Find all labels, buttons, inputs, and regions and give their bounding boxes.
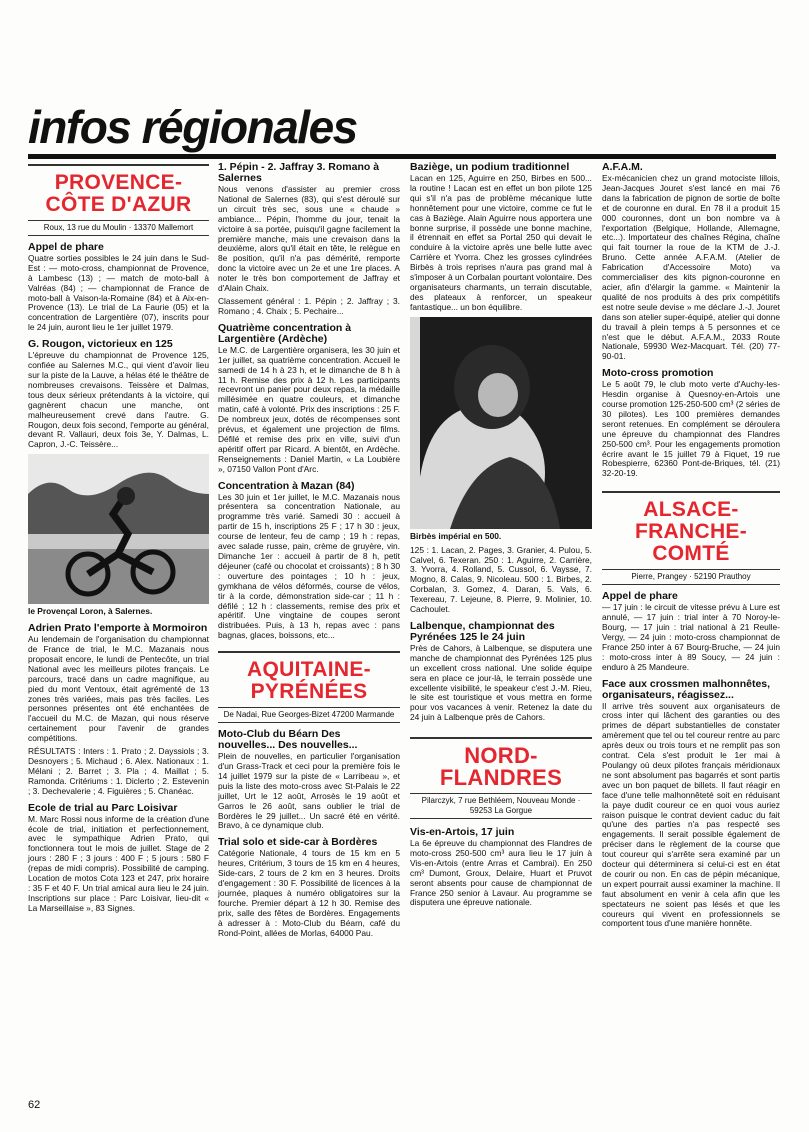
article-heading: Ecole de trial au Parc Loisivar <box>28 801 178 814</box>
article-body: Quatre sorties possibles le 24 juin dans le Sud-Est : — moto-cross, championnat de Provence, à Lambesc (13) ; — match de moto-ball à Valréas (84) ; — championnat de France de moto-ball à Vaison-la-Romaine (84) et à Aix-en-Provence (13). Le trial de La Faurie (05) et la concentration de Largentière (07), inscrits pour le 24 juin, auront lieu le 1er juillet 1979. <box>28 252 209 333</box>
article-heading: Baziège, un podium traditionnel <box>410 161 570 173</box>
article-body: — 17 juin : le circuit de vitesse prévu à Lure est annulé, — 17 juin : trial inter à 70 Noroy-le-Bourg, — 17 juin : trial national à 21 Reulle-Vergy, — 24 juin : moto-cross championnat de France 250 inter à 67 Bourg-Bruche, — 24 juin : moto-cross inter à 89 Soucy, — 24 juin : enduro à 25 Mandeure. <box>602 602 780 672</box>
article-body: Le M.C. de Largentière organisera, les 30 juin et 1er juillet, sa quatrième concentration. Accueil le samedi de 14 h à 23 h, et le dimanche de 8 h à 11 h. Remise des prix à 12 h. Les participants recevront un panier pour deux repas, la médaille millésimée en quatre couleurs, et dimanche matin, café à volonté. Prix des inscriptions : 25 F. De nombreux jeux, dotés de récompenses sont prévus, et également une projection de films. Défilé et remise des prix en ville, suivi d'un apéritif offert par Ricard. A bientôt, en Ardèche. Renseignements : Daniel Martin, « La Loubière », 07150 Vallon Pont d'Arc. <box>218 344 400 474</box>
article-body: Lacan en 125, Aguirre en 250, Birbes en 500... la routine ! Lacan est en effet un bon pilote 125 qui s'il n'a pas de problème mécanique lutte honnêtement pour une victoire, comme ce fut le cas à Baziège. Alain Aguirre nous apportera une bonne surprise, il possède une bonne machine, il étrennait en effet sa Portal 250 qui devait le conduire à la victoire après une belle lutte avec Carrière et Yvorra. Chez les grosses cylindrées Birbès à trois reprises n'aura pas grand mal à s'imposer à un Corbalan pourtant volontaire. Des organisateurs charmants, un terrain discutable, des plateaux à renforcer, un speakeur fantastique... un bon équilibre. <box>410 173 592 312</box>
region-name: NORD-FLANDRES <box>439 743 563 791</box>
region-address: Pilarczyk, 7 rue Bethléem, Nouveau Monde · 59253 La Gorgue <box>410 793 592 818</box>
article-heading: Vis-en-Artois, 17 juin <box>410 826 515 838</box>
article-body: Le 5 août 79, le club moto verte d'Auchy-les-Hesdin organise à Quesnoy-en-Artois une course promotion 125-250-500 cm³ (2 séries de 30 pilotes). Les 100 premières demandes seront retenues. En complément se déroulera une épreuve du championnat des Flandres 250-500 cm³. Pour les engagements promotion écrire avant le 15 juillet 79 à Fiquet, 19 rue Robespierre, 62360 Pont-de-Briques, tél. (21) 32-20-19. <box>602 379 780 479</box>
article-heading: 1. Pépin - 2. Jaffray 3. Romano à Salernes <box>218 161 380 184</box>
photo-caption: le Provençal Loron, à Salernes. <box>28 606 153 617</box>
page-title: infos régionales <box>28 101 357 153</box>
article-body: Ex-mécanicien chez un grand motociste lillois, Jean-Jacques Jouret s'est lancé en mai 76 dans la fabrication de pignon de sortie de boîte et de couronne en dural. En 78 il a produit 15 000 couronnes, dont un bon nombre va à l'exportation (Belgique, Hollande, Allemagne, etc...). Importateur des chaînes Régina, chaîne qui fait tourner la roue de la KTM de J.-J. Bruno. Cette année A.F.A.M. (Atelier de Fabrication d'Accessoire Moto) va commercialiser des kits pignon-couronne en acier, afin d'élargir la gamme. « Maintenir la qualité de nos produits à des prix compétitifs est notre seule devise » me déclare J.-J. Jouret dans son atelier super-équipé, atelier qui donne du travail à plein temps à 5 personnes et ce n'est que le début. A.F.A.M., 2033 Route Nationale, 59930 Wez-Macquart. Tél. (20) 77-90-01. <box>602 173 780 362</box>
page-number: 62 <box>28 1099 41 1111</box>
results: 125 : 1. Lacan, 2. Pages, 3. Granier, 4. Pulou, 5. Calvel, 6. Texeran. 250 : 1. Aguirre, 2. Carrière, 3. Yvorra, 4. Rolland, 5. Cussol, 6. Vaysse, 7. Mogno, 8. Calas, 9. Nicoleau. 500 : 1. Birbes, 2. Corbalan, 3. Gomez, 4. Daran, 5. Vals, 6. Texereau, 7. Lejeune, 8. Pierre, 9. Molinier, 10. Cachoulet. <box>410 544 592 615</box>
region-address: Roux, 13 rue du Moulin · 13370 Mallemort <box>28 220 209 235</box>
article-body: Catégorie Nationale, 4 tours de 15 km en 5 heures, Critérium, 3 tours de 15 km en 4 heures, Side-cars, 2 tours de 2 km en 3 heures. Droits d'engagement : 30 F. Possibilité de licences à la journée, plaques à numéro obligatoires sur la fourche. Premier départ à 12 h 30. Remise des prix, salle des fêtes de Bordères. Engagements à adresser à : Moto-Club du Béarn, café du Rond-Point, allées de Morlas, 64000 Pau. <box>218 848 400 938</box>
region-box-aquitaine <box>218 651 400 723</box>
article-heading: Concentration à Mazan (84) <box>218 479 355 492</box>
motocross-photo <box>28 454 209 604</box>
results: Classement général : 1. Pépin ; 2. Jaffray ; 3. Romano ; 4. Chaix ; 5. Pechaire... <box>218 295 400 316</box>
article-body: Les 30 juin et 1er juillet, le M.C. Mazanais nous présentera sa concentration Nationale, au programme très varié. Samedi 30 : accueil à partir de 15 h, inscriptions 25 F ; 17 h 30 : jeux, course de lenteur, feu de camp ; 19 h : repas, avec salade russe, pain, crème de gruyère, vin. Dimanche 1er : accueil à partir de 8 h, petit déjeuner (café ou chocolat et croissants) ; 8 h 30 : ouverture des pointages ; 10 h : jeux, gymkhana de vélos déformés, course de vélos, tir à la corde, démonstration side-car ; 11 h : défilé ; 12 h : classements, remise des prix et apéritif. Une vingtaine de coupes seront distribuées. Puis, à 13 h, repas avec : pans bagnas, glaces, boissons, etc... <box>218 491 400 641</box>
article-heading: Moto-Club du Béarn Des nouvelles... Des nouvelles... <box>218 728 358 752</box>
region-address: De Nadai, Rue Georges-Bizet 47200 Marmande <box>218 707 400 722</box>
article-heading: Face aux crossmen malhonnêtes, organisateurs, réagissez... <box>602 677 771 701</box>
article-heading: A.F.A.M. <box>602 161 643 173</box>
article-heading: Moto-cross promotion <box>602 367 714 380</box>
title-rule <box>28 154 776 159</box>
article-body: Près de Cahors, à Lalbenque, se disputera une manche de championnat des Pyrénées 125 plus un excellent cross national. Une solide équipe sera en place ce jour-là, le terrain possède une excellente visibilité, le speakeur c'est J.-M. Rieu, le site est touristique et vous mettra en forme pour vos vacances à venir. Retenez la date du 24 juin à Lalbenque près de Cahors. <box>410 642 592 723</box>
column-3 <box>410 162 592 911</box>
region-name: AQUITAINE-PYRÉNÉES <box>247 658 371 704</box>
article-body: L'épreuve du championnat de Provence 125, confiée au Salernes M.C., qui vient d'avoir lieu sur la piste de la Lauve, a hélas été le théâtre de nombreuses crevaisons. Teissère et Dalmas, tous deux sérieux prétendants à la victoire, qui gagnèrent chacun une manche, ont malheureusement crevé dans l'autre. G. Rougon, deux fois second, l'emporte au général, devant R. Vallauri, deux fois 3e, Y. Dalmas, L. Capron, J.-C. Teissère... <box>28 350 209 450</box>
article-body: Nous venons d'assister au premier cross National de Salernes (83), qui s'est déroulé sur un circuit très sec, sous une « chaude » ambiance... Pépin, l'homme du jour, tenait la victoire à sa portée, puisqu'il gagne facilement la première manche, mais une crevaison dans la deuxième, alors qu'il était en tête, le relègue en 8e position, qu'il n'a pas démérité, remporte donc la victoire avec un 2e et une 1re places. A noter le très bon comportement de Jaffray et d'Alain Chaix. <box>218 184 400 294</box>
article-heading: Trial solo et side-car à Bordères <box>218 836 378 849</box>
article-body: M. Marc Rossi nous informe de la création d'une école de trial, initiation et perfectionnement, avec le sympathique Adrien Prato, qui fonctionnera tout le mois de juillet. Stage de 2 jours : 280 F ; 3 jours : 400 F ; 5 jours : 580 F (repas de midi compris). Possibilité de camping. Location de motos Cota 123 et 247, prix horaire : 35 F et 40 F. Un trial amical aura lieu le 24 juin. Inscriptions sur place : Parc Loisivar, lieu-dit « La Marseillaise », 83 Signes. <box>28 813 209 913</box>
rider-portrait-photo <box>410 317 592 529</box>
region-name: PROVENCE-CÔTE D'AZUR <box>45 171 192 216</box>
column-2 <box>218 162 400 941</box>
column-1 <box>28 162 209 917</box>
article-heading: G. Rougon, victorieux en 125 <box>28 338 173 351</box>
rider-photo-graphic <box>28 454 209 604</box>
column-4 <box>602 162 780 932</box>
article-heading: Lalbenque, championnat des Pyrénées 125 le 24 juin <box>410 619 555 643</box>
results: RÉSULTATS : Inters : 1. Prato ; 2. Dayssiols ; 3. Desnoyers ; 5. Michaud ; 6. Alex. Nationaux : 1. Mélani ; 2. Barret ; 3. Pla ; 4. Maillat ; 5. Ramonda. Critériums : 1. Diclerto ; 2. Estevenin ; 3. Dechevalerie ; 4. Figuières ; 5. Chanéac. <box>28 746 209 796</box>
article-heading: Appel de phare <box>602 590 678 603</box>
article-body: Il arrive très souvent aux organisateurs de cross inter qui lâchent des garanties ou des primes de départ substantielles de constater amèrement que tel ou tel coureur rentre au parc après deux ou trois tours et ne remplit pas son contrat. Cela s'est produit le 1er mai à Poulangy où deux pilotes français méridionaux ne sont absolument pas bagarrés et sont partis avec un bon paquet de billets. Il faut réagir en face d'une telle malhonnêteté soit en réduisant la paye dudit coureur ce en quoi vous auriez raison puisque le contrat devient caduc du fait qu'une des parties n'a pas respecté ses engagements. Il serait possible également de préciser dans le règlement de la course que tout coureur qui s'arrête sera examiné par un docteur qui déterminera si celui-ci est en état de courir ou non. En cas de pépin mécanique, un expert pourrait aussi examiner la machine. Il faut absolument en venir à cela afin que les spectateurs ne soient pas lésés et que les coureurs qui vivent en professionnels se comportent tous d'une manière honnête. <box>602 700 780 929</box>
article-heading: Quatrième concentration à Largentière (Ardèche) <box>218 321 352 345</box>
region-box-nord <box>410 737 592 819</box>
article-body: La 6e épreuve du championnat des Flandres de moto-cross 250-500 cm³ aura lieu le 17 juin à Vis-en-Artois (entre Arras et Cambrai). En 250 cm³ Dumont, Groux, Delaire, Huart et Pruvot seront absents pour cause de championnat de France 250 senior à Lavaur. Au programme se disputera une épreuve nationale. <box>410 838 592 908</box>
region-address: Pierre, Prangey · 52190 Prauthoy <box>602 569 780 584</box>
article-heading: Adrien Prato l'emporte à Mormoiron <box>28 622 208 635</box>
article-body: Plein de nouvelles, en particulier l'organisation d'un Grass-Track et ceci pour la première fois le 14 juillet 1979 sur la piste de « Larribeau », et puis la liste des moto-cross avec St-Palais le 22 juillet, Urt le 12 août, Arrosès le 19 août et Garros le 26 août, sans oublier le trial de Bordères le 29 juillet... Un sacré été en vérité. Bravo, à ce dynamique club. <box>218 751 400 831</box>
region-box-alsace <box>602 491 780 585</box>
portrait-graphic <box>410 317 592 529</box>
article-body: Au lendemain de l'organisation du championnat de France de trial, le M.C. Mazanais nous proposait encore, le lundi de Pentecôte, un trial National avec les meilleurs pilotes français. Le parcours, tracé dans un cadre magnifique, au pied du mont Ventoux, était agrémenté de 13 zones très variées, mais pas très faciles. Les personnes présentes ont été enchantées de l'accueil du M.C. de Mazan, qui nous réserve certainement pour l'avenir de grandes compétitions. <box>28 634 209 744</box>
photo-caption: Birbès impérial en 500. <box>410 530 502 541</box>
article-heading: Appel de phare <box>28 240 104 253</box>
region-name: ALSACE-FRANCHE-COMTÉ <box>634 498 748 566</box>
region-box-provence <box>28 164 209 236</box>
